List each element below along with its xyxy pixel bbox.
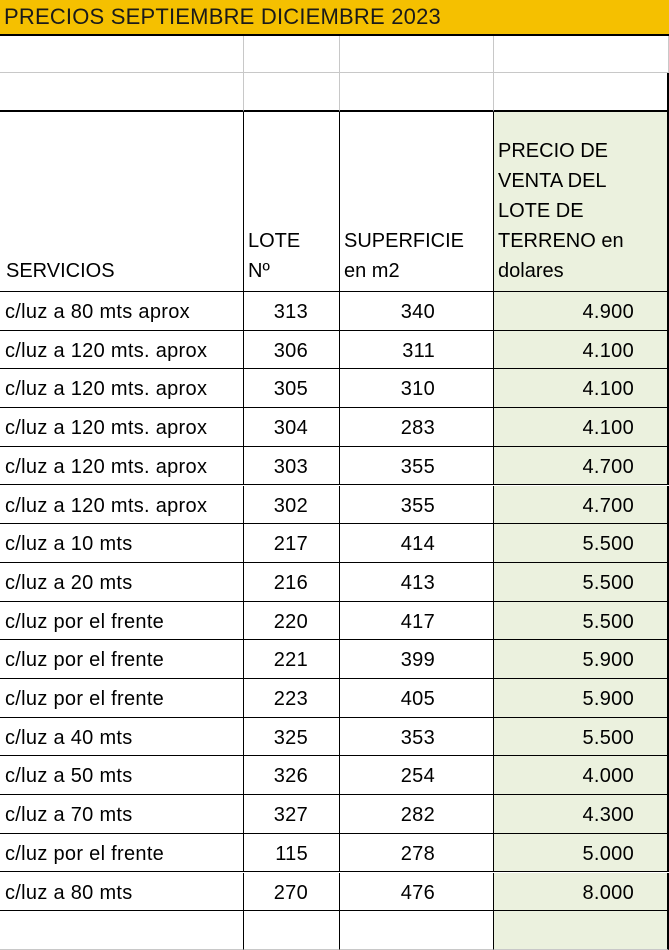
cell-superficie-value: 405	[400, 688, 435, 710]
cell-superficie-value: 340	[400, 301, 435, 323]
header-superficie-line1: SUPERFICIE	[344, 230, 465, 252]
header-row	[0, 112, 669, 292]
cell-servicio-value: c/luz a 120 mts. aprox	[5, 417, 208, 440]
cell-servicio-value: c/luz a 80 mts aprox	[5, 301, 190, 323]
cell-servicio[interactable]	[0, 486, 244, 525]
cell-precio[interactable]	[494, 873, 669, 912]
table-row	[0, 873, 669, 912]
cell-lote[interactable]	[244, 756, 340, 795]
cell-precio-value: 4.100	[582, 417, 634, 440]
cell-servicio-value: c/luz a 20 mts	[5, 571, 133, 594]
empty-cell[interactable]	[0, 73, 244, 112]
cell-superficie[interactable]	[340, 873, 494, 912]
cell-precio[interactable]	[494, 408, 669, 447]
cell-superficie[interactable]	[340, 795, 494, 834]
table-row	[0, 292, 669, 331]
cell-lote-value: 303	[273, 455, 308, 478]
cell-lote-value: 306	[273, 339, 308, 362]
cell-lote-value: 115	[275, 842, 308, 865]
header-precio-line5: dolares	[498, 260, 564, 282]
empty-cell[interactable]	[494, 73, 669, 112]
empty-cell[interactable]	[494, 36, 669, 73]
empty-cell[interactable]	[0, 36, 244, 73]
cell-servicio[interactable]	[0, 524, 244, 563]
cell-lote[interactable]	[244, 331, 340, 370]
header-superficie[interactable]	[340, 112, 494, 292]
cell-lote[interactable]	[244, 447, 340, 486]
table-row	[0, 602, 669, 641]
cell-precio-value: 5.900	[582, 688, 634, 710]
table-row	[0, 408, 669, 447]
empty-cell[interactable]	[244, 36, 340, 73]
cell-superficie[interactable]	[340, 563, 494, 602]
cell-lote[interactable]	[244, 795, 340, 834]
table-row	[0, 795, 669, 834]
cell-servicio[interactable]	[0, 834, 244, 873]
cell-precio-value: 4.900	[582, 301, 634, 323]
table-row	[0, 369, 669, 408]
table-row	[0, 524, 669, 563]
cell-superficie[interactable]	[340, 834, 494, 873]
cell-superficie-value: 417	[400, 610, 435, 633]
cell-superficie-value: 310	[400, 378, 435, 401]
cell-servicio-value: c/luz por el frente	[5, 842, 165, 865]
cell-lote[interactable]	[244, 834, 340, 873]
cell-lote[interactable]	[244, 640, 340, 679]
table-row	[0, 679, 669, 718]
cell-servicio[interactable]	[0, 679, 244, 718]
cell-superficie[interactable]	[340, 331, 494, 370]
header-lote[interactable]	[244, 112, 340, 292]
cell-servicio[interactable]	[0, 331, 244, 370]
table-row	[0, 447, 669, 486]
cell-precio[interactable]	[494, 718, 669, 757]
cell-lote-value: 223	[273, 688, 308, 710]
header-servicios-label: SERVICIOS	[6, 260, 115, 282]
blank-row	[0, 36, 669, 73]
cell-servicio[interactable]	[0, 873, 244, 912]
cell-precio[interactable]	[494, 524, 669, 563]
header-precio-line2: VENTA DEL	[498, 170, 607, 192]
empty-cell[interactable]	[340, 911, 494, 950]
cell-servicio-value: c/luz a 50 mts	[5, 765, 133, 788]
cell-precio[interactable]	[494, 834, 669, 873]
cell-precio[interactable]	[494, 795, 669, 834]
cell-precio[interactable]	[494, 331, 669, 370]
table-row	[0, 640, 669, 679]
cell-servicio-value: c/luz a 70 mts	[5, 804, 133, 827]
cell-precio[interactable]	[494, 640, 669, 679]
empty-cell[interactable]	[494, 911, 669, 950]
cell-servicio-value: c/luz por el frente	[5, 610, 165, 633]
cell-servicio[interactable]	[0, 563, 244, 602]
cell-precio-value: 5.500	[582, 571, 634, 594]
cell-superficie[interactable]	[340, 602, 494, 641]
cell-lote-value: 304	[273, 417, 308, 440]
cell-servicio[interactable]	[0, 795, 244, 834]
cell-lote-value: 270	[273, 881, 308, 904]
header-servicios[interactable]	[0, 112, 244, 292]
empty-cell[interactable]	[244, 73, 340, 112]
cell-precio[interactable]	[494, 563, 669, 602]
cell-servicio-value: c/luz a 120 mts. aprox	[5, 339, 208, 362]
cell-superficie-value: 355	[400, 494, 435, 517]
cell-servicio-value: c/luz a 80 mts	[5, 881, 133, 904]
cell-precio-value: 5.500	[582, 610, 634, 633]
blank-row	[0, 73, 669, 112]
cell-lote[interactable]	[244, 602, 340, 641]
cell-superficie[interactable]	[340, 679, 494, 718]
blank-row	[0, 911, 669, 950]
cell-servicio-value: c/luz por el frente	[5, 649, 165, 672]
cell-superficie[interactable]	[340, 292, 494, 331]
cell-superficie-value: 399	[400, 649, 435, 672]
cell-superficie-value: 278	[400, 842, 435, 865]
cell-superficie-value: 282	[400, 804, 435, 827]
cell-superficie-value: 355	[400, 455, 435, 478]
cell-precio-value: 5.900	[582, 649, 634, 672]
cell-superficie[interactable]	[340, 756, 494, 795]
title-banner	[0, 0, 669, 36]
cell-lote-value: 327	[273, 804, 308, 827]
cell-precio-value: 5.000	[582, 842, 634, 865]
cell-lote[interactable]	[244, 486, 340, 525]
price-table	[0, 36, 669, 950]
cell-lote[interactable]	[244, 718, 340, 757]
cell-precio[interactable]	[494, 756, 669, 795]
cell-lote-value: 216	[273, 571, 308, 594]
cell-lote[interactable]	[244, 563, 340, 602]
cell-precio-value: 4.000	[582, 765, 634, 788]
cell-lote-value: 217	[273, 533, 308, 556]
cell-lote[interactable]	[244, 873, 340, 912]
empty-cell[interactable]	[244, 911, 340, 950]
cell-precio-value: 4.100	[582, 339, 634, 362]
cell-lote[interactable]	[244, 524, 340, 563]
cell-lote-value: 302	[273, 494, 308, 517]
cell-precio-value: 8.000	[582, 881, 634, 904]
table-row	[0, 834, 669, 873]
table-row	[0, 756, 669, 795]
table-row	[0, 718, 669, 757]
cell-lote[interactable]	[244, 679, 340, 718]
cell-servicio-value: c/luz a 120 mts. aprox	[5, 494, 208, 517]
cell-lote-value: 325	[273, 726, 308, 749]
cell-superficie[interactable]	[340, 369, 494, 408]
cell-precio-value: 4.700	[582, 455, 634, 478]
cell-lote[interactable]	[244, 408, 340, 447]
cell-lote[interactable]	[244, 369, 340, 408]
cell-precio[interactable]	[494, 486, 669, 525]
cell-superficie-value: 414	[400, 533, 435, 556]
cell-superficie-value: 353	[400, 726, 435, 749]
cell-servicio[interactable]	[0, 292, 244, 331]
header-lote-line1: LOTE	[248, 230, 301, 252]
cell-superficie-value: 283	[400, 417, 435, 440]
header-precio[interactable]	[494, 112, 669, 292]
cell-lote-value: 305	[273, 378, 308, 401]
cell-lote-value: 220	[273, 610, 308, 633]
cell-servicio-value: c/luz a 10 mts	[5, 533, 133, 556]
cell-lote-value: 326	[273, 765, 308, 788]
cell-servicio-value: c/luz por el frente	[5, 688, 165, 710]
cell-lote-value: 221	[273, 649, 308, 672]
cell-servicio[interactable]	[0, 756, 244, 795]
table-row	[0, 331, 669, 370]
table-row	[0, 486, 669, 525]
header-superficie-line2: en m2	[344, 260, 400, 282]
cell-servicio-value: c/luz a 120 mts. aprox	[5, 455, 208, 478]
cell-precio[interactable]	[494, 292, 669, 331]
cell-servicio[interactable]	[0, 447, 244, 486]
cell-superficie[interactable]	[340, 447, 494, 486]
cell-superficie[interactable]	[340, 718, 494, 757]
cell-precio[interactable]	[494, 602, 669, 641]
header-precio-line4: TERRENO en	[498, 230, 624, 252]
cell-precio-value: 4.700	[582, 494, 634, 517]
cell-precio[interactable]	[494, 369, 669, 408]
cell-superficie[interactable]	[340, 640, 494, 679]
cell-servicio-value: c/luz a 40 mts	[5, 726, 133, 749]
header-precio-line1: PRECIO DE	[498, 140, 609, 162]
cell-superficie[interactable]	[340, 408, 494, 447]
cell-precio-value: 4.100	[582, 378, 634, 401]
cell-superficie-value: 413	[400, 571, 435, 594]
cell-lote-value: 313	[273, 301, 308, 323]
cell-servicio-value: c/luz a 120 mts. aprox	[5, 378, 208, 401]
cell-superficie-value: 254	[400, 765, 435, 788]
cell-precio-value: 5.500	[582, 533, 634, 556]
empty-cell[interactable]	[340, 73, 494, 112]
cell-superficie-value: 476	[400, 881, 435, 904]
empty-cell[interactable]	[340, 36, 494, 73]
cell-lote[interactable]	[244, 292, 340, 331]
cell-precio[interactable]	[494, 447, 669, 486]
page-title: PRECIOS SEPTIEMBRE DICIEMBRE 2023	[4, 4, 441, 29]
cell-precio-value: 4.300	[582, 804, 634, 827]
cell-servicio[interactable]	[0, 602, 244, 641]
cell-superficie[interactable]	[340, 524, 494, 563]
empty-cell[interactable]	[0, 911, 244, 950]
header-lote-line2: Nº	[248, 260, 270, 282]
cell-servicio[interactable]	[0, 718, 244, 757]
table-row	[0, 563, 669, 602]
cell-precio[interactable]	[494, 679, 669, 718]
cell-servicio[interactable]	[0, 640, 244, 679]
cell-servicio[interactable]	[0, 369, 244, 408]
cell-servicio[interactable]	[0, 408, 244, 447]
cell-superficie[interactable]	[340, 486, 494, 525]
cell-superficie-value: 311	[402, 339, 435, 362]
cell-precio-value: 5.500	[582, 726, 634, 749]
header-precio-line3: LOTE DE	[498, 200, 584, 222]
